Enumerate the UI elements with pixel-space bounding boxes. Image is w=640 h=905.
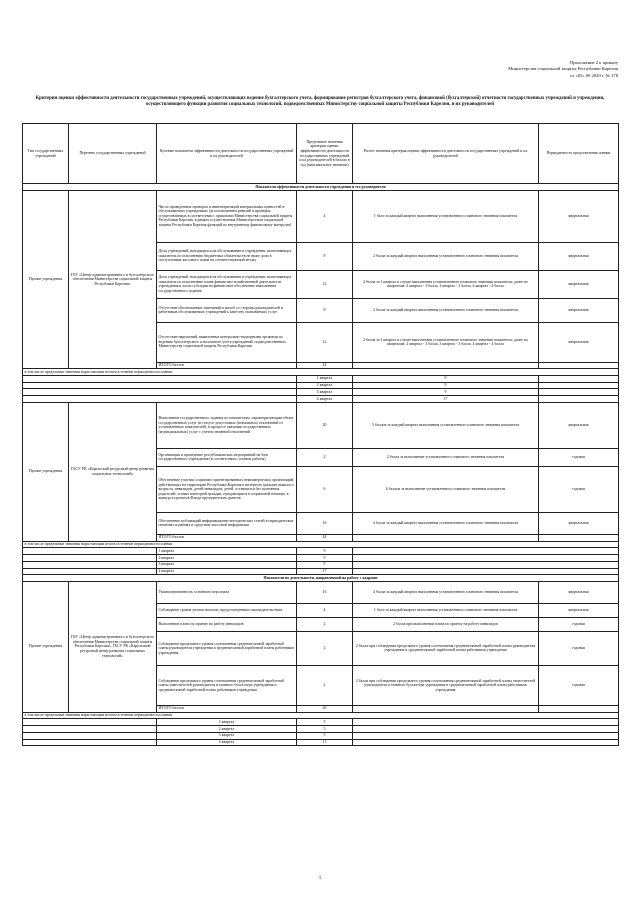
max-cell: 16 <box>297 512 353 534</box>
type-cell: Прочие учреждения <box>23 581 69 712</box>
header-period: Периодичность представления оценки <box>539 124 619 184</box>
table-row <box>23 581 619 603</box>
quarter-label: 4 квартал <box>157 568 297 575</box>
indicator-cell: Доля учреждений, находящихся на обслуживании в учреждении, выполняющих показатель по исполнению бюджетных обязательств не ниже доли в поступлениях кассового плана на соответствующий месяц <box>157 242 297 270</box>
calc-cell: 6 баллов за выполнение установленного планового значения показателя <box>353 466 539 512</box>
period-cell: квартальная <box>539 603 619 617</box>
calc-cell: 2 балла за выполнение установленного планового значения показателя <box>353 448 539 466</box>
indicator-cell: Отсутствие нарушений, выявленных контрольно-надзорными органами по ведению бухгалтерского и налогового учета учреждений, подведомственных Министерству социальной защиты Республики Карелия <box>157 322 297 362</box>
header-list: Перечень государственных учреждений <box>69 124 157 184</box>
period-cell: годовая <box>539 665 619 705</box>
calc-cell: 2 балла за каждый квартал выполнения установленного планового значения показателя <box>353 298 539 322</box>
section-title: Показатели эффективности деятельности учреждения и его руководителя <box>23 184 619 191</box>
indicator-cell: Доля учреждений, находящихся на обслуживании в учреждении, выполняющих показатель по исполнению плана финансово-хозяйственной деятельности учреждения в части субсидии на финансовое обеспечение выполнения государственного задания <box>157 270 297 298</box>
quarter-row <box>23 561 619 568</box>
indicator-cell: Соблюдение предельного уровня соотношения среднемесячной заработной платы заместителей руководителя и главного бухгалтера учреждения и среднемесячной заработной платы работников учреждения <box>157 665 297 705</box>
quarter-label: 3 квартал <box>157 732 297 739</box>
header-indicators: Целевые показатели эффективности деятельности государственных учреждений и их руководителей <box>157 124 297 184</box>
quarter-value: 5 <box>297 732 353 739</box>
calc-cell: 5 баллов за каждый квартал выполнения установленного планового значения показателя <box>353 402 539 448</box>
quarter-row <box>23 548 619 555</box>
indicator-cell: Выполнение плана по приему на работу инвалидов <box>157 617 297 631</box>
max-cell: 2 <box>297 617 353 631</box>
calc-cell: 2 балла за 1 квартал в случае выполнения установленного планового значения показателя; далее по кварталам: 2 квартал - 3 балла, 3 квартал - 3 балла, 4 квартал - 4 балла <box>353 322 539 362</box>
total-value: 26 <box>297 705 353 712</box>
quarter-row <box>23 719 619 726</box>
org-cell: ГБУ «Центр административного и бухгалтерского обеспечения Министерства социальной защиты Республики Карелия» <box>69 190 157 369</box>
header-type: Тип государственных учреждений <box>23 124 69 184</box>
appendix-line: от «05» 06 2020 г. № 378 <box>570 72 618 78</box>
indicator-cell: Укомплектованность основного персонала <box>157 581 297 603</box>
page-number: 1 <box>318 876 322 881</box>
quarter-label: 3 квартал <box>297 389 353 396</box>
quarter-label: 2 квартал <box>157 554 297 561</box>
quarter-row <box>23 554 619 561</box>
quarter-value: 9 <box>297 561 353 568</box>
org-cell: ГБУ «Центр административного и бухгалтерского обеспечения Министерства социальной защиты Республики Карелия», ГБСУ РК «Карельский ресурсный центр развития социальных технологий» <box>69 581 157 712</box>
period-cell: квартальная <box>539 512 619 534</box>
indicator-cell: Обеспечение публикаций информационно-методических статей в периодических печатных изданиях и средствах массовой информации <box>157 512 297 534</box>
appendix-line: Приложение 2 к приказу <box>569 60 618 65</box>
calc-cell: 2 балла за 1 квартал в случае выполнения установленного планового значения показателя; далее по кварталам: 2 квартал - 3 балла, 3 квартал - 3 балла, 4 квартал - 4 балла <box>353 270 539 298</box>
total-label: ИТОГО баллов <box>157 705 297 712</box>
quarter-value: 5 <box>297 725 353 732</box>
quarter-label: 2 квартал <box>157 725 297 732</box>
max-cell: 2 <box>297 665 353 705</box>
quarter-row <box>23 725 619 732</box>
max-cell: 8 <box>297 242 353 270</box>
indicator-cell: Соблюдение предельного уровня соотношения среднемесячной заработной платы руководителя учреждения и среднемесячной заработной платы работников учреждения <box>157 631 297 665</box>
quarter-label: 1 квартал <box>157 719 297 726</box>
max-cell: 4 <box>297 190 353 242</box>
quarter-row <box>23 382 619 389</box>
calc-cell: 4 балла за каждый квартал выполнения установленного планового значения показателя <box>353 512 539 534</box>
type-cell: Прочие учреждения <box>23 190 69 369</box>
quarter-row <box>23 732 619 739</box>
quarter-label: 1 квартал <box>157 548 297 555</box>
quarter-label: 3 квартал <box>157 561 297 568</box>
quarter-value: 9 <box>297 554 353 561</box>
table-row <box>23 190 619 242</box>
period-cell: годовая <box>539 466 619 512</box>
period-cell: годовая <box>539 631 619 665</box>
quarter-note: в том числе предельные значения нарастающим итогом в течение периодичности оценки <box>23 712 619 719</box>
calc-cell: 1 балл за каждый квартал выполнения установленного планового значения показателя <box>353 603 539 617</box>
max-cell: 16 <box>297 581 353 603</box>
total-label: ИТОГО баллов <box>157 362 297 369</box>
section-title: Показатели по деятельности, направленной на работу с кадрами <box>23 575 619 582</box>
period-cell: годовая <box>539 448 619 466</box>
max-cell: 2 <box>297 448 353 466</box>
max-cell: 6 <box>297 466 353 512</box>
quarter-value: 17 <box>297 568 353 575</box>
header-calc: Расчет значения критерия оценки эффективности деятельности государственных учреждений и их руководителей <box>353 124 539 184</box>
quarter-note: в том числе предельные значения нарастающим итогом в течение периодичности оценки <box>23 369 619 376</box>
criteria-table <box>22 123 619 746</box>
calc-cell: 2 балла при соблюдении предельного уровня соотношения среднемесячной заработной платы заместителей руководителя и главного бухгалтера учреждения и среднемесячной заработной платы работников учреждения <box>353 665 539 705</box>
period-cell: квартальная <box>539 322 619 362</box>
quarter-label: 4 квартал <box>297 396 353 403</box>
quarter-row <box>23 375 619 382</box>
period-cell: квартальная <box>539 242 619 270</box>
period-cell: квартальная <box>539 298 619 322</box>
quarter-row <box>23 568 619 575</box>
period-cell: квартальная <box>539 402 619 448</box>
indicator-cell: Организация и проведение республиканских мероприятий на базе государственного учреждения (в соответствии с планом работы) <box>157 448 297 466</box>
quarter-label: 1 квартал <box>297 375 353 382</box>
quarter-row <box>23 739 619 746</box>
total-value: 44 <box>297 534 353 541</box>
calc-cell: 4 балла за каждый квартал выполнения установленного планового значения показателя <box>353 581 539 603</box>
indicator-cell: Соблюдение сроков уплаты налогов, предусмотренных законодательством <box>157 603 297 617</box>
indicator-cell: Выполнение государственного задания по показателям, характеризующим объем государственных услуг (в статусе допустимых (возможных) отклонений от установленных показателей), в процессе оказания государственных (муниципальных) услуг с учетом значений отклонений <box>157 402 297 448</box>
quarter-value: 11 <box>297 739 353 746</box>
max-cell: 2 <box>297 631 353 665</box>
appendix-note <box>418 60 618 79</box>
indicator-cell: Отсутствие обоснованных замечаний и жалоб со стороны руководителей и работников обслуживаемых учреждений к качеству оказываемых услуг <box>157 298 297 322</box>
indicator-cell: Число проведенных проверок и инвентаризаций материальных ценностей в обслуживаемых учреждениях (за исключением ревизий и проверок, осуществляемых в соответствии с приказами Министерства социальной защиты Республики Карелия, в рамках осуществления Министерством социальной защиты Республики Карелия функций по внутреннему финансовому контролю) <box>157 190 297 242</box>
period-cell: квартальная <box>539 190 619 242</box>
appendix-line: Министерства социальной защиты Республики Карелия <box>508 66 618 72</box>
quarter-row <box>23 396 619 403</box>
document-title: Критерии оценки эффективности деятельности государственных учреждений, осуществляющих ведение бухгалтерского учета, формирование регистров бухгалтерского учета, финансовой (бухгалтерской) отчетности государственных учреждений и учреждения, осуществляющего функции развития социальных технологий, подведомственных Министерству социальной защиты Республики Карелия, и их руководителей <box>35 96 605 107</box>
calc-cell: 2 балла за каждый квартал выполнения установленного планового значения показателя <box>353 242 539 270</box>
quarter-value: 17 <box>353 396 539 403</box>
period-cell: квартальная <box>539 270 619 298</box>
max-cell: 8 <box>297 298 353 322</box>
calc-cell: 2 балла при соблюдении предельного уровня соотношения среднемесячной заработной платы руководителя учреждения и среднемесячной заработной платы работников учреждения <box>353 631 539 665</box>
quarter-value: 9 <box>297 548 353 555</box>
org-cell: ГБСУ РК «Карельский ресурсный центр развития социальных технологий» <box>69 402 157 541</box>
quarter-label: 4 квартал <box>157 739 297 746</box>
header-max: Предельные значения критерия оценки эффективности деятельности государственных учреждений и их руководителей в баллах в год (максимальное значение) <box>297 124 353 184</box>
max-cell: 12 <box>297 322 353 362</box>
quarter-note: в том числе предельные значения нарастающим итогом в течение периодичности оценки <box>23 541 619 548</box>
total-label: ИТОГО баллов <box>157 534 297 541</box>
max-cell: 20 <box>297 402 353 448</box>
calc-cell: 2 балла при выполнении плана по приему на работу инвалидов <box>353 617 539 631</box>
quarter-value: 9 <box>353 389 539 396</box>
quarter-value: 9 <box>353 375 539 382</box>
indicator-cell: Обеспечение участия социально ориентированных некоммерческих организаций, действующих на территории Республики Карелия в интересах граждан пожилого возраста, инвалидов, детей-инвалидов, детей, оставшихся без попечения родителей, и иных категорий граждан, нуждающихся в социальной помощи, в конкурсе проектов Фонда президентских грантов <box>157 466 297 512</box>
period-cell: квартальная <box>539 581 619 603</box>
quarter-value: 9 <box>353 382 539 389</box>
quarter-label: 2 квартал <box>297 382 353 389</box>
period-cell: годовая <box>539 617 619 631</box>
max-cell: 12 <box>297 270 353 298</box>
quarter-row <box>23 389 619 396</box>
calc-cell: 1 балл за каждый квартал выполнения установленного планового значения показателя <box>353 190 539 242</box>
table-row <box>23 402 619 448</box>
max-cell: 4 <box>297 603 353 617</box>
quarter-value: 5 <box>297 719 353 726</box>
table-header-row <box>23 124 619 184</box>
total-value: 44 <box>297 362 353 369</box>
type-cell: Прочие учреждения <box>23 402 69 541</box>
